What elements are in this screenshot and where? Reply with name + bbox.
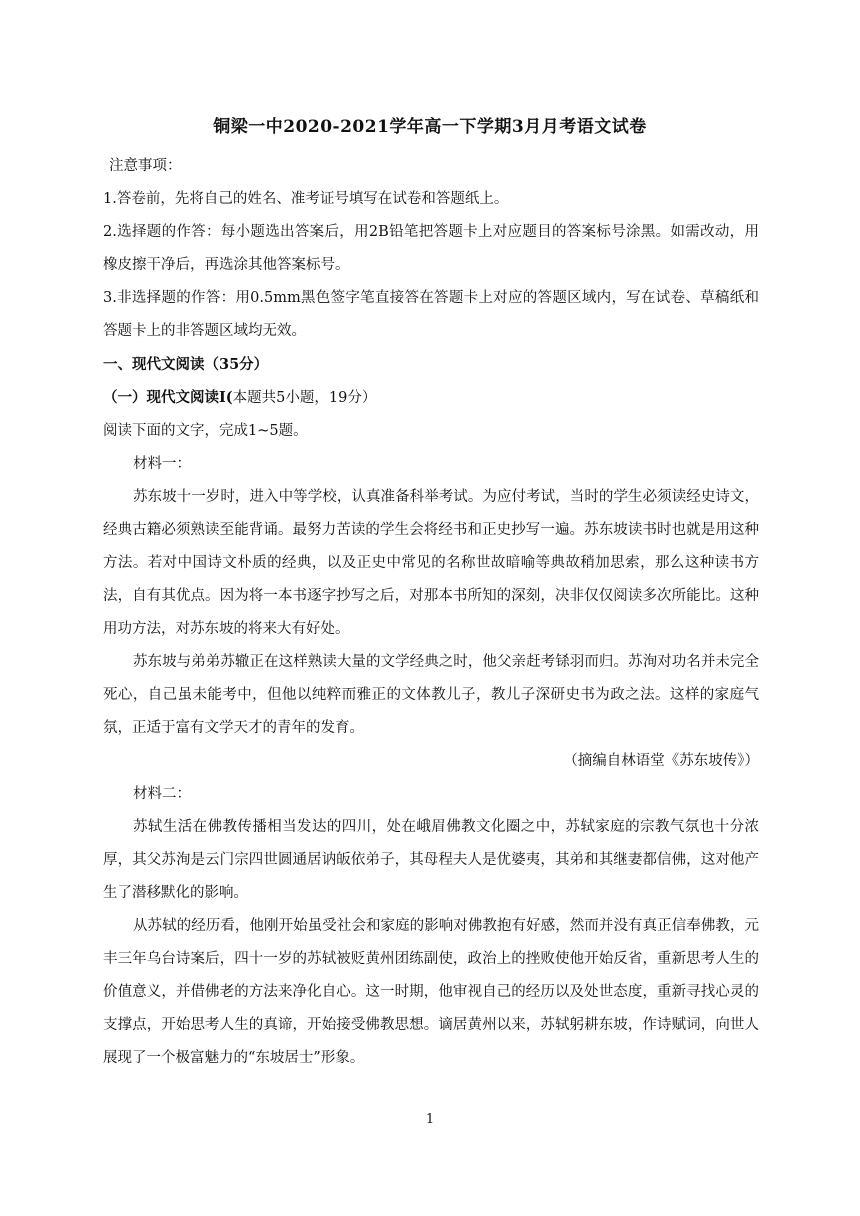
notice-item: 2.选择题的作答：每小题选出答案后，用2B铅笔把答题卡上对应题目的答案标号涂黑。如需改动，用橡皮擦干净后，再选涂其他答案标号。	[103, 224, 759, 273]
notice-heading: 注意事项：	[109, 158, 182, 174]
document-body	[103, 150, 759, 1075]
material-label: 材料一：	[133, 456, 191, 472]
paragraph: 苏轼生活在佛教传播相当发达的四川，处在峨眉佛教文化圈之中，苏轼家庭的宗教气氛也十分浓厚，其父苏洵是云门宗四世圆通居讷皈依弟子，其母程夫人是优婆夷，其弟和其继妻都信佛，这对他产生了潜移默化的影响。	[103, 819, 759, 901]
paragraph: 苏东坡与弟弟苏辙正在这样熟读大量的文学经典之时，他父亲赶考铩羽而归。苏洵对功名并未完全死心，自己虽未能考中，但他以纯粹而雅正的文体教儿子，教儿子深研史书为政之法。这样的家庭气氛，正适于富有文学天才的青年的发育。	[103, 654, 759, 736]
notice-item: 3.非选择题的作答：用0.5mm黑色签字笔直接答在答题卡上对应的答题区域内，写在试卷、草稿纸和答题卡上的非答题区域均无效。	[103, 290, 759, 339]
notice-item: 1.答卷前，先将自己的姓名、准考证号填写在试卷和答题纸上。	[103, 191, 509, 207]
material-source: （摘编自林语堂《苏东坡传》）	[563, 753, 759, 769]
section-heading: 一、现代文阅读（35分）	[103, 356, 269, 373]
page-number: 1	[425, 1112, 435, 1127]
sub-section-heading	[103, 381, 759, 415]
material-label: 材料二：	[133, 786, 191, 802]
sub-section-heading-detail: 本题共5小题，19分）	[232, 390, 377, 406]
paragraph: 苏东坡十一岁时，进入中等学校，认真准备科举考试。为应付考试，当时的学生必须读经史诗文，经典古籍必须熟读至能背诵。最努力苦读的学生会将经书和正史抄写一遍。苏东坡读书时也就是用这种方法。若对中国诗文朴质的经典，以及正史中常见的名称世故暗喻等典故稍加思索，那么这种读书方法，自有其优点。因为将一本书逐字抄写之后，对那本书所知的深刻，决非仅仅阅读多次所能比。这种用功方法，对苏东坡的将来大有好处。	[103, 489, 759, 637]
paragraph: 从苏轼的经历看，他刚开始虽受社会和家庭的影响对佛教抱有好感，然而并没有真正信奉佛教，元丰三年乌台诗案后，四十一岁的苏轼被贬黄州团练副使，政治上的挫败使他开始反省，重新思考人生的价值意义，并借佛老的方法来净化自心。这一时期，他审视自己的经历以及处世态度，重新寻找心灵的支撑点，开始思考人生的真谛，开始接受佛教思想。谪居黄州以来，苏轼躬耕东坡，作诗赋词，向世人展现了一个极富魅力的“东坡居士”形象。	[103, 918, 759, 1066]
reading-instruction: 阅读下面的文字，完成1~5题。	[103, 423, 308, 439]
page-title: 铜梁一中2020-2021学年高一下学期3月月考语文试卷	[213, 117, 647, 137]
sub-section-heading-bold: （一）现代文阅读I(	[103, 389, 233, 406]
